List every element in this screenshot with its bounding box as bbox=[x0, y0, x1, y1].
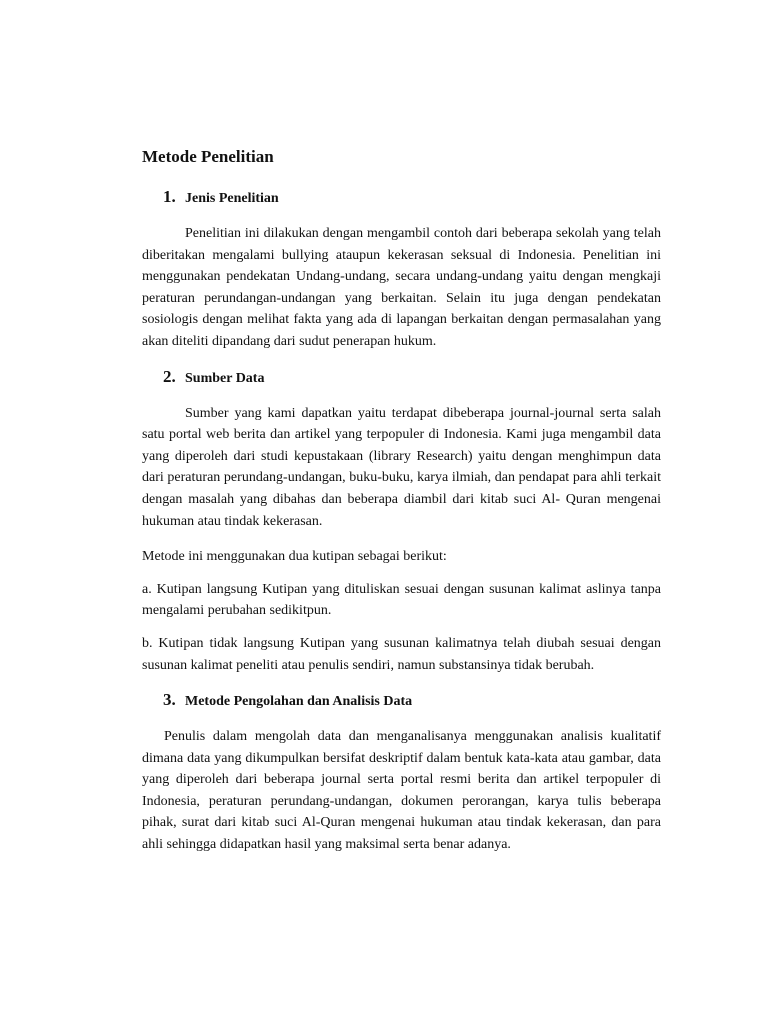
paragraph: Penulis dalam mengolah data dan menganalisanya menggunakan analisis kualitatif dimana data yang dikumpulkan bersifat deskriptif dalam bentuk kata-kata atau gambar, data yang diperoleh dari beberapa journal serta portal resmi berita dan artikel terpopuler di Indonesia, peraturan perundang-undangan, dokumen perorangan, karya tulis beberapa pihak, surat dari kitab suci Al-Quran mengenai hukuman atau tindak kekerasan, dan para ahli sehingga didapatkan hasil yang maksimal serta benar adanya. bbox=[142, 729, 661, 853]
section-title: Sumber Data bbox=[185, 370, 265, 386]
list-item: a. Kutipan langsung Kutipan yang dituliskan sesuai dengan susunan kalimat aslinya tanpa mengalami perubahan sedikitpun. bbox=[142, 581, 661, 619]
list-item: b. Kutipan tidak langsung Kutipan yang susunan kalimatnya telah diubah sesuai dengan susunan kalimat peneliti atau penulis sendiri, namun substansinya tidak berubah. bbox=[142, 635, 661, 673]
page-title: Metode Penelitian bbox=[142, 147, 274, 166]
section-heading-sumber-data bbox=[142, 367, 661, 389]
section-heading-metode-pengolahan bbox=[142, 690, 661, 712]
paragraph: Metode ini menggunakan dua kutipan sebagai berikut: bbox=[142, 549, 447, 565]
paragraph: Sumber yang kami dapatkan yaitu terdapat dibeberapa journal-journal serta salah satu portal web berita dan artikel yang terpopuler di Indonesia. Kami juga mengambil data yang diperoleh dari studi kepustakaan (library Research) yaitu dengan menghimpun data dari peraturan perundang-undangan, buku-buku, karya ilmiah, dan pendapat para ahli terkait dengan masalah yang dibahas dan beberapa diambil dari kitab suci Al- Quran mengenai hukuman atau tindak kekerasan. bbox=[142, 405, 661, 529]
section-heading-jenis-penelitian bbox=[142, 187, 661, 209]
section-number: 3. bbox=[163, 690, 176, 710]
section-number: 1. bbox=[163, 187, 176, 206]
document-body bbox=[142, 146, 661, 856]
section-title: Metode Pengolahan dan Analisis Data bbox=[185, 694, 413, 710]
section-title: Jenis Penelitian bbox=[185, 191, 279, 206]
paragraph: Penelitian ini dilakukan dengan mengambil contoh dari beberapa sekolah yang telah diberitakan mengalami bullying ataupun kekerasan seksual di Indonesia. Penelitian ini menggunakan pendekatan Undang-undang, secara undang-undang yaitu dengan mengkaji peraturan perundangan-undangan yang berkaitan. Selain itu juga dengan pendekatan sosiologis dengan melihat fakta yang ada di lapangan berkaitan dengan permasalahan yang akan diteliti dipandang dari sudut penerapan hukum. bbox=[142, 226, 661, 349]
section-number: 2. bbox=[163, 366, 176, 386]
